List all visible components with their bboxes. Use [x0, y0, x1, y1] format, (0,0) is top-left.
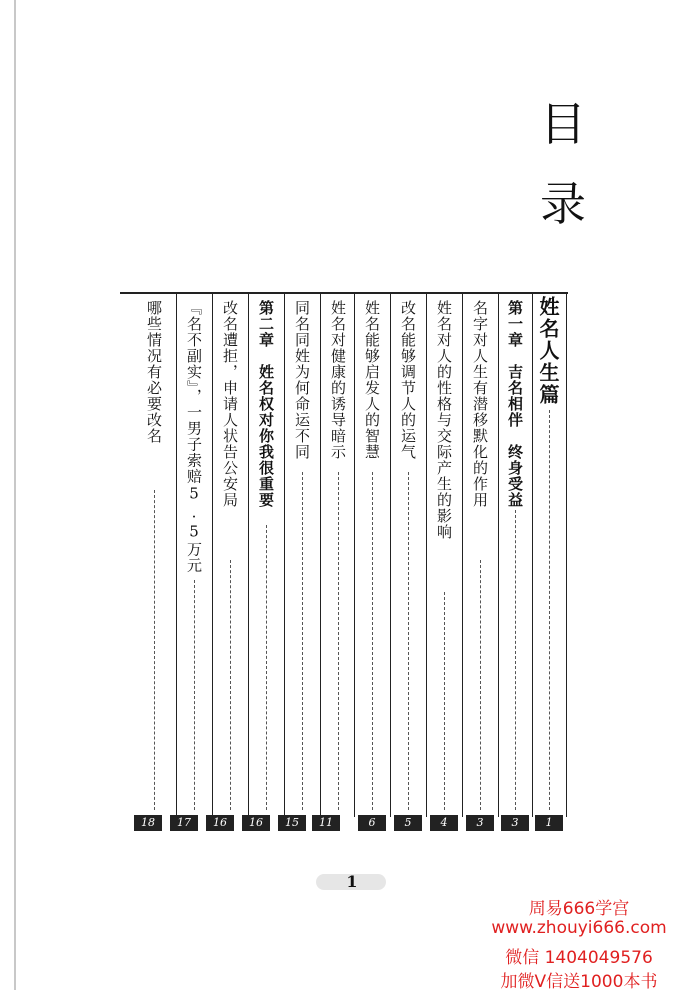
leader-dots [408, 472, 409, 810]
toc-entry: 改名遭拒，申请人状告公安局 [221, 300, 239, 508]
toc-title-char-2: 录 [540, 177, 586, 231]
leader-dots [194, 580, 195, 810]
toc-entry: 姓名对健康的诱导暗示 [329, 300, 347, 460]
page-edge [14, 0, 16, 990]
page-number: 4 [430, 815, 458, 831]
column-line [354, 292, 355, 817]
page-number: 5 [394, 815, 422, 831]
toc-entry: 同名同姓为何命运不同 [293, 300, 311, 460]
watermark-line-2: www.zhouyi666.com [491, 918, 667, 938]
column-line [462, 292, 463, 817]
leader-dots [302, 472, 303, 810]
watermark-line-1: 周易666学宫 [528, 899, 630, 919]
leader-dots [338, 472, 339, 810]
column-line [390, 292, 391, 817]
toc-entry: 名字对人生有潜移默化的作用 [471, 300, 489, 508]
leader-dots [480, 560, 481, 810]
leader-dots [230, 560, 231, 810]
page-number: 18 [134, 815, 162, 831]
page-number: 16 [206, 815, 234, 831]
part-title: 姓名人生篇 [536, 296, 560, 406]
column-line [426, 292, 427, 817]
leader-dots [515, 510, 516, 810]
toc-entry: 姓名对人的性格与交际产生的影响 [435, 300, 453, 540]
column-line [212, 292, 213, 817]
column-line [176, 292, 177, 817]
column-line [532, 292, 533, 817]
page-number: 3 [501, 815, 529, 831]
leader-dots [444, 592, 445, 810]
column-line [498, 292, 499, 817]
toc-entry: 姓名能够启发人的智慧 [363, 300, 381, 460]
toc-entry-chapter-1: 第一章 吉名相伴 终身受益 [506, 300, 524, 508]
page-number: 11 [312, 815, 340, 831]
toc-entry: 改名能够调节人的运气 [399, 300, 417, 460]
watermark-line-4: 加微V信送1000本书 [500, 972, 658, 992]
leader-dots [154, 490, 155, 810]
page-number: 15 [278, 815, 306, 831]
column-line [248, 292, 249, 817]
toc-entry: 哪些情况有必要改名 [145, 300, 163, 444]
toc-entry-chapter-2: 第二章 姓名权对你我很重要 [257, 300, 275, 508]
toc-entry: 『名不副实』，一男子索赔5.5万元 [185, 300, 203, 574]
leader-dots [372, 472, 373, 810]
column-line [320, 292, 321, 817]
page-number: 17 [170, 815, 198, 831]
page-folio: 1 [346, 872, 358, 891]
leader-dots [266, 525, 267, 810]
column-line [566, 292, 567, 817]
top-rule [120, 292, 568, 294]
column-line [284, 292, 285, 817]
leader-dots [549, 410, 550, 810]
page-number: 6 [358, 815, 386, 831]
page-number: 3 [466, 815, 494, 831]
page-number: 1 [535, 815, 563, 831]
page-number: 16 [242, 815, 270, 831]
toc-title-char-1: 目 [540, 97, 586, 151]
watermark-line-3: 微信 1404049576 [505, 948, 653, 968]
